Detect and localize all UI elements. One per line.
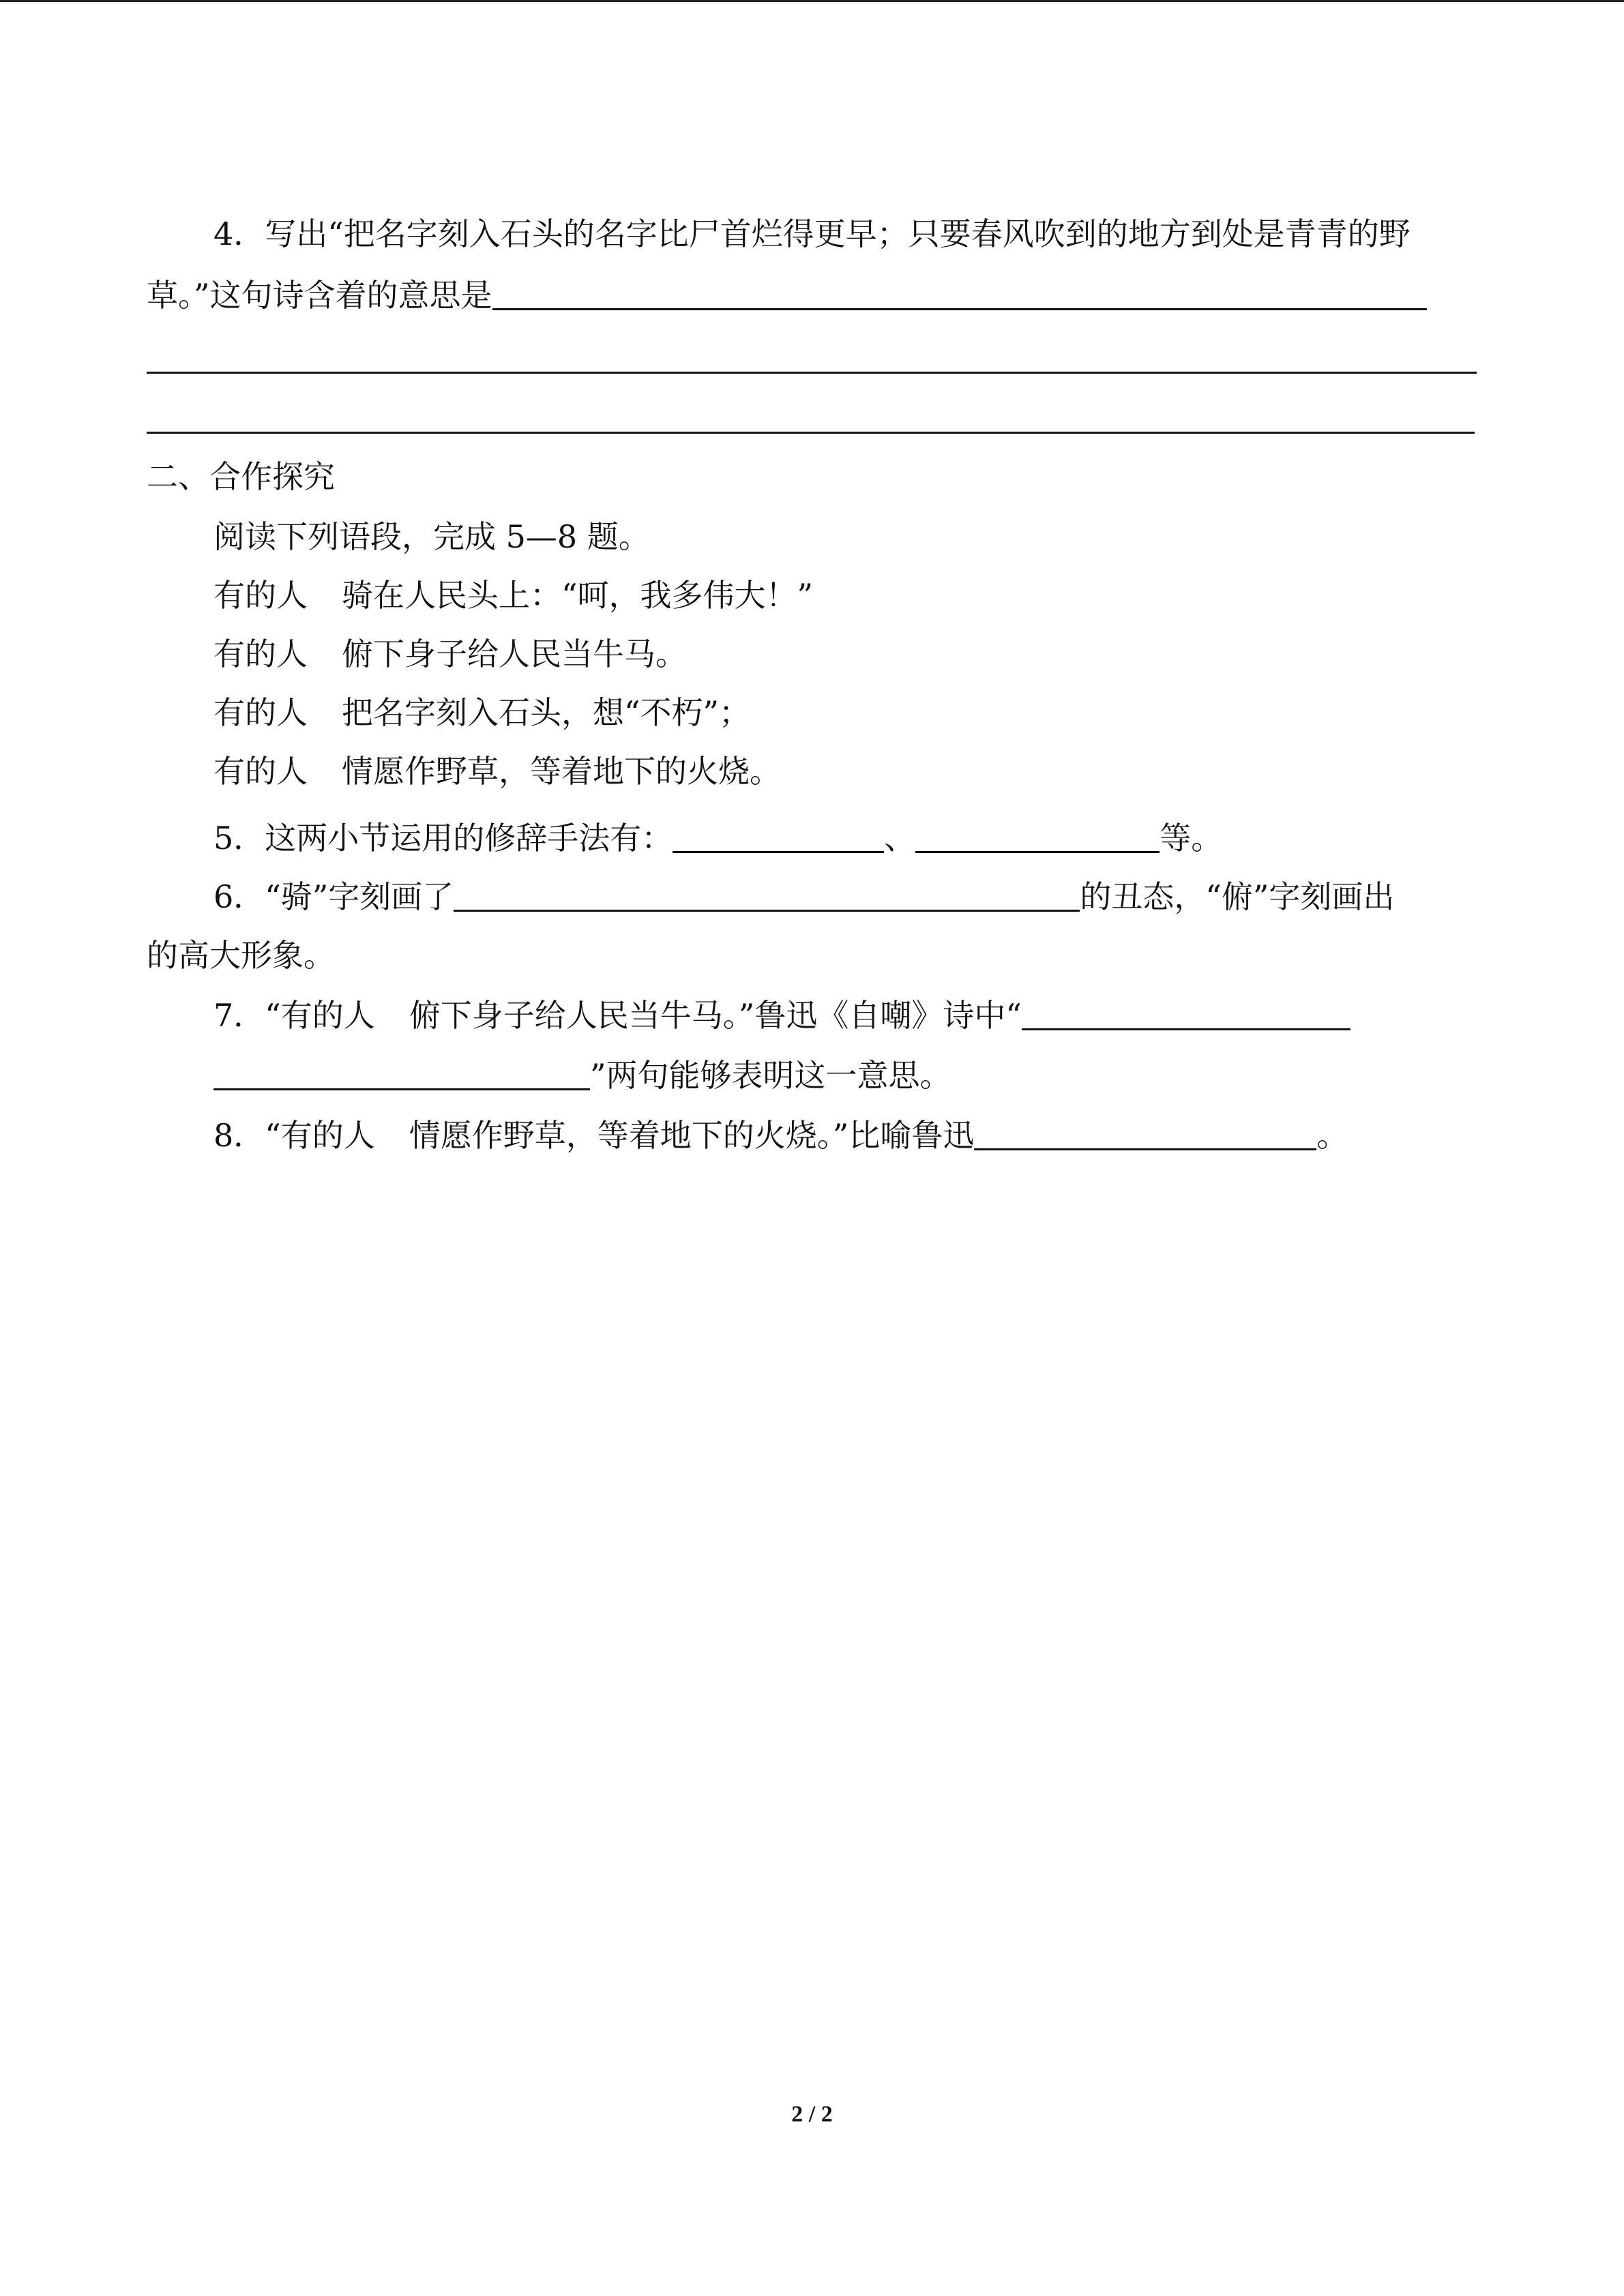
q5-blank-1[interactable] <box>673 824 884 853</box>
q7-line2-suffix: ”两句能够表明这一意思。 <box>590 1057 951 1094</box>
q4-line2-text: 草。”这句诗含着的意思是 <box>147 277 492 314</box>
q7-line1 <box>213 997 1350 1034</box>
poem-subject: 有的人 <box>213 636 308 672</box>
q6-line1 <box>213 878 1395 915</box>
q7-prefix: 7．“有的人 <box>213 997 375 1034</box>
q8-line <box>213 1117 1348 1154</box>
q8-prefix: 8．“有的人 <box>213 1117 375 1154</box>
q6-suffix: 的丑态，“俯”字刻画出 <box>1080 878 1395 915</box>
q6-line2: 的高大形象。 <box>147 937 335 974</box>
poem-subject: 有的人 <box>213 753 308 790</box>
poem-line-1 <box>213 577 814 614</box>
poem-text: 把名字刻入石头，想“不朽”； <box>342 694 751 731</box>
q5-blank-2[interactable] <box>915 824 1160 853</box>
poem-line-4 <box>213 753 781 790</box>
poem-line-3 <box>213 694 751 731</box>
poem-text: 骑在人民头上：“呵，我多伟大！” <box>342 577 814 614</box>
q4-answer-line-2[interactable] <box>147 372 1477 374</box>
q4-answer-line-3[interactable] <box>147 432 1475 434</box>
q4-answer-blank[interactable] <box>492 281 1427 310</box>
section2-instruction: 阅读下列语段，完成 5—8 题。 <box>213 518 650 555</box>
poem-subject: 有的人 <box>213 694 308 731</box>
q7-line2 <box>213 1057 951 1094</box>
q5-prefix: 5．这两小节运用的修辞手法有： <box>213 820 673 856</box>
q6-blank[interactable] <box>454 882 1080 912</box>
poem-text: 情愿作野草，等着地下的火烧。 <box>342 753 781 790</box>
q4-line2 <box>147 277 1427 314</box>
poem-subject: 有的人 <box>213 577 308 614</box>
poem-text: 俯下身子给人民当牛马。 <box>342 636 687 672</box>
q7-blank-1[interactable] <box>1022 1001 1350 1030</box>
page-number: 2 / 2 <box>791 2102 833 2127</box>
q7-blank-2[interactable] <box>213 1061 590 1090</box>
poem-line-2 <box>213 638 687 670</box>
page-top-border <box>0 0 1624 2</box>
section2-heading: 二、合作探究 <box>147 458 335 495</box>
q4-line1: 4．写出“把名字刻入石头的名字比尸首烂得更早；只要春风吹到的地方到处是青青的野 <box>213 215 1411 252</box>
q7-quote: 俯下身子给人民当牛马。”鲁迅《自嘲》诗中“ <box>409 997 1022 1034</box>
q5-suffix: 等。 <box>1160 820 1223 856</box>
q8-quote: 情愿作野草，等着地下的火烧。”比喻鲁迅 <box>409 1117 975 1154</box>
q8-blank[interactable] <box>974 1121 1316 1150</box>
q6-prefix: 6．“骑”字刻画了 <box>213 878 454 915</box>
q5-line <box>213 822 1222 854</box>
q8-suffix: 。 <box>1316 1117 1348 1154</box>
q5-sep: 、 <box>884 820 916 856</box>
